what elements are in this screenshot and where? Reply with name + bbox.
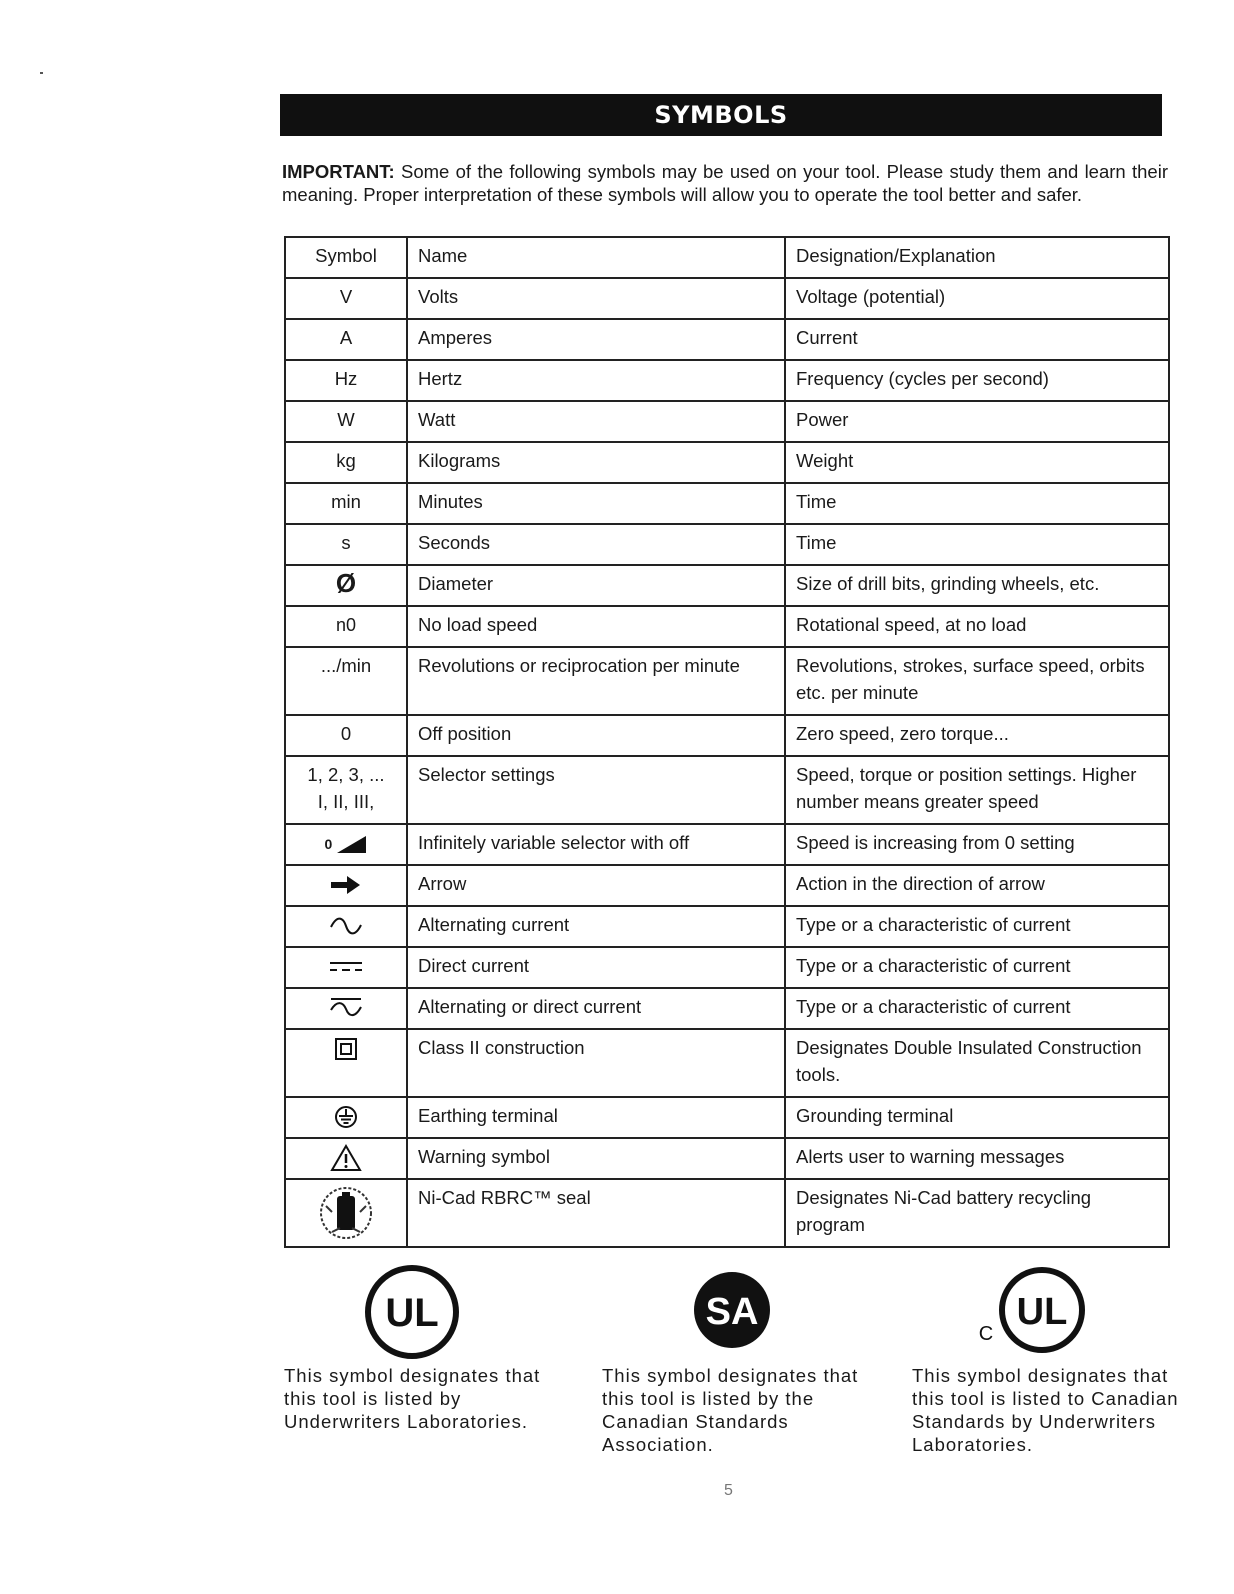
name-cell: Volts <box>407 278 785 319</box>
name-cell: Earthing terminal <box>407 1097 785 1138</box>
explanation-cell: Type or a characteristic of current <box>785 988 1169 1029</box>
table-row <box>285 1097 1169 1138</box>
name-cell: Class II construction <box>407 1029 785 1097</box>
name-cell: Hertz <box>407 360 785 401</box>
name-cell: Warning symbol <box>407 1138 785 1179</box>
certification-marks <box>0 1262 1234 1482</box>
table-row <box>285 756 1169 824</box>
explanation-cell: Frequency (cycles per second) <box>785 360 1169 401</box>
cul-logo-text: UL <box>1016 1291 1068 1333</box>
table-row <box>285 1029 1169 1097</box>
name-cell: Watt <box>407 401 785 442</box>
explanation-cell: Alerts user to warning messages <box>785 1138 1169 1179</box>
csa-logo-icon <box>684 1262 784 1362</box>
symbol-cell <box>285 865 407 906</box>
class-two-icon <box>335 1038 357 1060</box>
table-row <box>285 647 1169 715</box>
table-row <box>285 442 1169 483</box>
cul-mark <box>912 1262 1182 1455</box>
explanation-cell: Rotational speed, at no load <box>785 606 1169 647</box>
symbol-cell <box>285 606 407 647</box>
table-row <box>285 947 1169 988</box>
table-row <box>285 278 1169 319</box>
symbol-cell <box>285 1179 407 1247</box>
header-explanation: Designation/Explanation <box>785 237 1169 278</box>
direct-current-icon <box>329 959 363 975</box>
name-cell: Alternating current <box>407 906 785 947</box>
table-row <box>285 565 1169 606</box>
table-row <box>285 606 1169 647</box>
warning-icon <box>330 1144 362 1172</box>
table-row <box>285 360 1169 401</box>
ul-logo-text: UL <box>385 1291 439 1335</box>
table-row <box>285 319 1169 360</box>
symbol-cell: Hz <box>285 360 407 401</box>
selector-numbers: 1, 2, 3, ... <box>307 764 385 785</box>
explanation-cell: Speed, torque or position settings. Higher number means greater speed <box>785 756 1169 824</box>
symbol-cell <box>285 1029 407 1097</box>
symbol-cell <box>285 824 407 865</box>
name-cell: Amperes <box>407 319 785 360</box>
symbol-cell: min <box>285 483 407 524</box>
csa-logo-text: SA <box>705 1291 759 1333</box>
table-row <box>285 1179 1169 1247</box>
symbol-cell <box>285 1097 407 1138</box>
explanation-cell: Power <box>785 401 1169 442</box>
symbol-cell: A <box>285 319 407 360</box>
arrow-icon <box>331 875 361 895</box>
no-load-speed-symbol: n0 <box>335 615 357 635</box>
symbol-cell <box>285 565 407 606</box>
name-cell: Ni-Cad RBRC™ seal <box>407 1179 785 1247</box>
stray-mark <box>40 72 43 74</box>
symbol-cell: s <box>285 524 407 565</box>
table-row <box>285 988 1169 1029</box>
variable-selector-zero: 0 <box>324 836 333 852</box>
ul-mark <box>284 1262 554 1432</box>
explanation-cell: Type or a characteristic of current <box>785 947 1169 988</box>
table-row <box>285 906 1169 947</box>
symbols-table <box>284 236 1170 1248</box>
variable-selector-icon <box>337 834 367 854</box>
header-name: Name <box>407 237 785 278</box>
important-label: IMPORTANT: <box>282 161 395 182</box>
explanation-cell: Grounding terminal <box>785 1097 1169 1138</box>
explanation-cell: Zero speed, zero torque... <box>785 715 1169 756</box>
table-row <box>285 715 1169 756</box>
symbol-cell: W <box>285 401 407 442</box>
explanation-cell: Current <box>785 319 1169 360</box>
csa-mark <box>602 1262 872 1455</box>
name-cell: Kilograms <box>407 442 785 483</box>
explanation-cell: Size of drill bits, grinding wheels, etc. <box>785 565 1169 606</box>
rbrc-seal-icon <box>318 1184 374 1242</box>
explanation-cell: Designates Double Insulated Construction tools. <box>785 1029 1169 1097</box>
explanation-cell: Voltage (potential) <box>785 278 1169 319</box>
name-cell: No load speed <box>407 606 785 647</box>
ul-logo-icon <box>362 1262 462 1362</box>
name-cell: Revolutions or reciprocation per minute <box>407 647 785 715</box>
alternating-current-icon <box>329 915 363 937</box>
symbol-cell: 0 <box>285 715 407 756</box>
name-cell: Off position <box>407 715 785 756</box>
diameter-icon: Ø <box>335 568 357 598</box>
explanation-cell: Speed is increasing from 0 setting <box>785 824 1169 865</box>
symbol-cell: V <box>285 278 407 319</box>
table-row <box>285 865 1169 906</box>
name-cell: Diameter <box>407 565 785 606</box>
intro-paragraph <box>282 160 1168 206</box>
cul-prefix: C <box>978 1323 994 1345</box>
csa-caption: This symbol designates that this tool is listed by the Canadian Standards Association. <box>602 1365 859 1455</box>
name-cell: Selector settings <box>407 756 785 824</box>
name-cell: Direct current <box>407 947 785 988</box>
explanation-cell: Time <box>785 483 1169 524</box>
name-cell: Seconds <box>407 524 785 565</box>
ac-dc-icon <box>329 997 363 1019</box>
explanation-cell: Weight <box>785 442 1169 483</box>
cul-logo-icon <box>972 1262 1152 1362</box>
table-row <box>285 1138 1169 1179</box>
explanation-cell: Action in the direction of arrow <box>785 865 1169 906</box>
section-title: SYMBOLS <box>654 101 788 129</box>
explanation-cell: Designates Ni-Cad battery recycling program <box>785 1179 1169 1247</box>
explanation-cell: Revolutions, strokes, surface speed, orbits etc. per minute <box>785 647 1169 715</box>
section-banner <box>280 94 1162 136</box>
table-header-row <box>285 237 1169 278</box>
explanation-cell: Time <box>785 524 1169 565</box>
symbol-cell <box>285 1138 407 1179</box>
header-symbol: Symbol <box>285 237 407 278</box>
table-row <box>285 824 1169 865</box>
table-row <box>285 483 1169 524</box>
page-number: 5 <box>724 1482 733 1499</box>
cul-caption: This symbol designates that this tool is listed to Canadian Standards by Underwriters Laboratories. <box>912 1365 1179 1455</box>
intro-text: Some of the following symbols may be used on your tool. Please study them and learn their meaning. Proper interpretation of these symbols will allow you to operate the tool better and safer. <box>282 161 1168 205</box>
explanation-cell: Type or a characteristic of current <box>785 906 1169 947</box>
table-row <box>285 401 1169 442</box>
table-row <box>285 524 1169 565</box>
symbol-cell <box>285 947 407 988</box>
name-cell: Arrow <box>407 865 785 906</box>
symbol-cell <box>285 906 407 947</box>
symbol-cell <box>285 988 407 1029</box>
name-cell: Infinitely variable selector with off <box>407 824 785 865</box>
symbol-cell: kg <box>285 442 407 483</box>
name-cell: Alternating or direct current <box>407 988 785 1029</box>
earthing-icon <box>334 1105 358 1129</box>
symbol-cell <box>285 756 407 824</box>
name-cell: Minutes <box>407 483 785 524</box>
symbol-cell: .../min <box>285 647 407 715</box>
selector-roman: I, II, III, <box>317 791 375 812</box>
ul-caption: This symbol designates that this tool is listed by Underwriters Laboratories. <box>284 1365 541 1432</box>
